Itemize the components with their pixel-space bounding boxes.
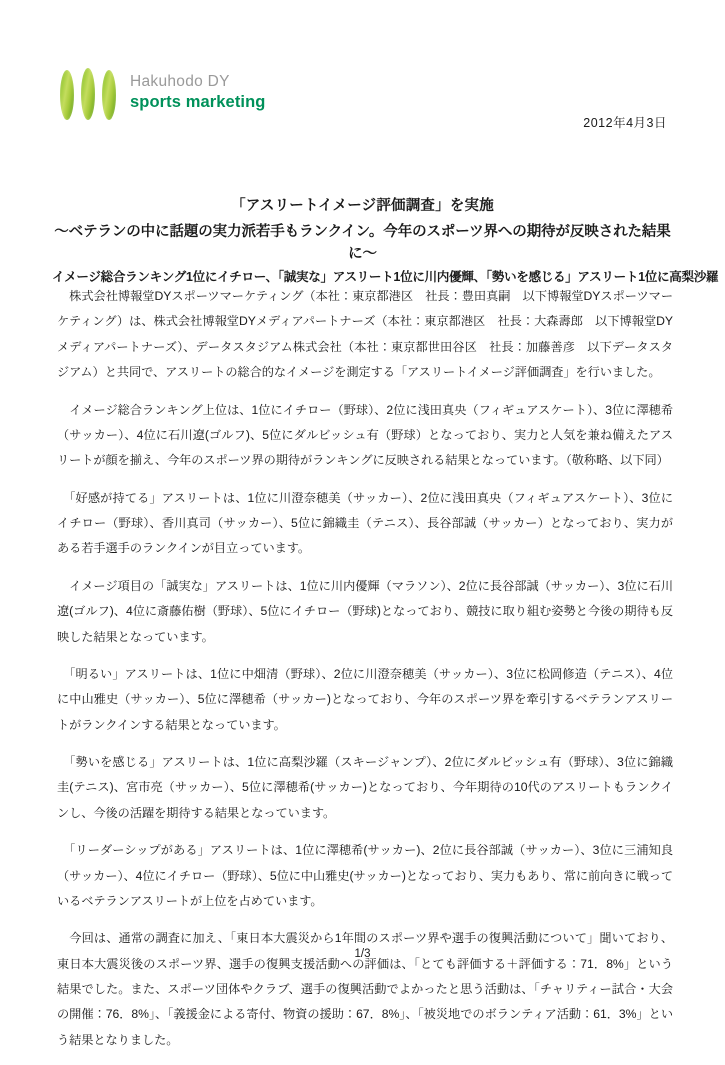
body-paragraph: 今回は、通常の調査に加え、「東日本大震災から1年間のスポーツ界や選手の復興活動について」聞いており、東日本大震災後のスポーツ界、選手の復興支援活動への評価は、「とても評価する＋評価する：71．8%」という結果でした。また、スポーツ団体やクラブ、選手の復興活動でよかったと思う活動は、「チャリティー試合・大会の開催：76．8%」、「義援金による寄付、物資の援助：67．8%」、「被災地でのボランティア活動：61．3%」という結果となりました。 [57, 931, 673, 1047]
release-date: 2012年4月3日 [583, 116, 667, 130]
page-subtitle: ～ベテランの中に話題の実力派若手もランクイン。今年のスポーツ界への期待が反映された結果に～ [54, 223, 671, 262]
logo-division-name: sports marketing [130, 93, 266, 112]
body-paragraph: イメージ項目の「誠実な」アスリートは、1位に川内優輝（マラソン）、2位に長谷部誠（サッカー）、3位に石川遼(ゴルフ)、4位に斎藤佑樹（野球）、5位にイチロー（野球)となっており、競技に取り組む姿勢と今後の期待も反映した結果となっています。 [57, 578, 673, 644]
body-paragraph: イメージ総合ランキング上位は、1位にイチロー（野球）、2位に浅田真央（フィギュアスケート）、3位に澤穂希（サッカー）、4位に石川遼(ゴルフ)、5位にダルビッシュ有（野球）となっており、実力と人気を兼ね備えたアスリートが顔を揃え、今年のスポーツ界の期待がランキングに反映される結果となっています。（敬称略、以下同） [57, 402, 673, 468]
company-logo [60, 68, 265, 120]
logo-company-name: Hakuhodo DY [130, 73, 230, 91]
page-footer [0, 948, 725, 960]
logo-wordmark [130, 73, 265, 114]
body-paragraph: 「明るい」アスリートは、1位に中畑清（野球）、2位に川澄奈穂美（サッカー）、3位に松岡修造（テニス）、4位に中山雅史（サッカー）、5位に澤穂希（サッカー)となっており、今年のスポーツ界を牽引するベテランアスリートがランクインする結果となっています。 [57, 666, 673, 732]
leaf-icon [102, 70, 116, 120]
page-subtitle-secondary: イメージ総合ランキング1位にイチロー、「誠実な」アスリート1位に川内優輝、「勢いを感じる」アスリート1位に高梨沙羅 [52, 270, 719, 285]
body-paragraph: 株式会社博報堂DYスポーツマーケティング（本社：東京都港区 社長：豊田真嗣 以下博報堂DYスポーツマーケティング）は、株式会社博報堂DYメディアパートナーズ（本社：東京都港区 社長：大森壽郎 以下博報堂DYメディアパートナーズ）、データスタジアム株式会社（本社：東京都世田谷区 社長：加藤善彦 以下データスタジアム）と共同で、アスリートの総合的なイメージを測定する「アスリートイメージ評価調査」を行いました。 [57, 289, 673, 380]
body-paragraph: 「勢いを感じる」アスリートは、1位に高梨沙羅（スキージャンプ）、2位にダルビッシュ有（野球）、3位に錦織圭(テニス)、宮市亮（サッカー）、5位に澤穂希(サッカー)となっており、今年期待の10代のアスリートもランクインし、今後の活躍を期待する結果となっています。 [57, 755, 673, 820]
logo-leaves-mark [60, 68, 116, 120]
title-block [52, 196, 719, 287]
page-number: 1/3 [354, 948, 371, 960]
body-paragraph: 「好感が持てる」アスリートは、1位に川澄奈穂美（サッカー）、2位に浅田真央（フィギュアスケート）、3位にイチロー（野球）、香川真司（サッカー）、5位に錦織圭（テニス）、長谷部誠（サッカー）となっており、実力がある若手選手のランクインが目立っています。 [57, 490, 673, 556]
body-paragraph: 「リーダーシップがある」アスリートは、1位に澤穂希(サッカー)、2位に長谷部誠（サッカー）、3位に三浦知良（サッカー）、4位にイチロー（野球）、5位に中山雅史(サッカー)となっており、実力もあり、常に前向きに戦っているベテランアスリートが上位を占めています。 [57, 843, 673, 908]
leaf-icon [81, 68, 95, 120]
page-title: 「アスリートイメージ評価調査」を実施 [231, 198, 494, 214]
leaf-icon [60, 70, 74, 120]
